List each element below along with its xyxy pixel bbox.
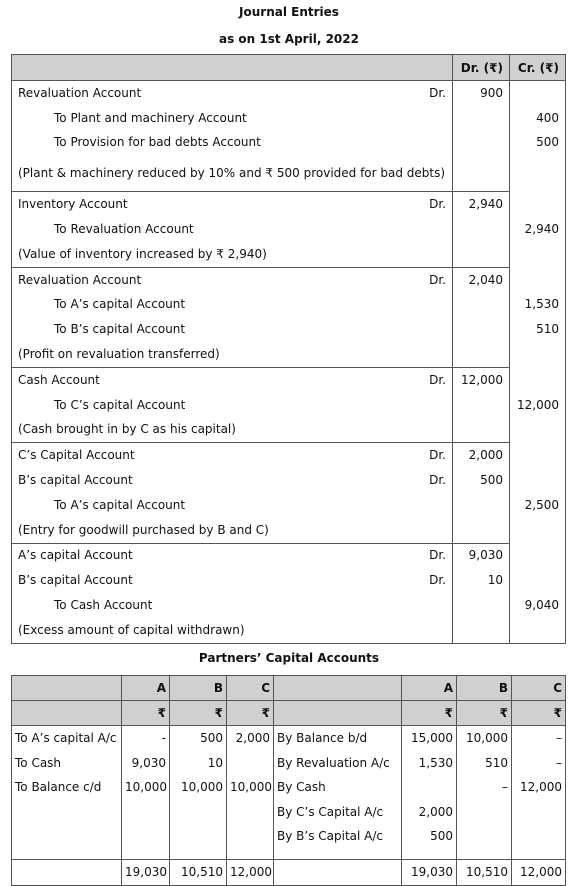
journal-particular: To Cash Account: [54, 598, 153, 613]
journal-particular-cell: [12, 106, 453, 131]
capital-total-left-a: 19,030: [122, 859, 170, 885]
journal-line: [12, 593, 566, 618]
journal-cr-amount: 400: [510, 106, 566, 131]
journal-narration-cr: [510, 518, 566, 543]
journal-particular-cell: [12, 568, 453, 593]
journal-narration-row: [12, 518, 566, 543]
journal-particular: To Revaluation Account: [54, 222, 194, 237]
journal-dr-amount: 12,000: [453, 367, 510, 392]
journal-particular-cell: [12, 468, 453, 493]
journal-cr-amount: [510, 81, 566, 106]
capital-spacer-cell: [12, 849, 122, 860]
capital-left-c: [227, 824, 274, 849]
capital-spacer-cell: [457, 849, 512, 860]
journal-line: [12, 317, 566, 342]
journal-narration-dr: [453, 418, 510, 443]
journal-particular-wrap: [18, 498, 446, 513]
capital-right-particular: By Cash: [274, 775, 402, 800]
journal-particular-cell: [12, 217, 453, 242]
journal-dr-mark: Dr.: [429, 448, 446, 463]
journal-cr-amount: 510: [510, 317, 566, 342]
journal-cr-amount: [510, 543, 566, 568]
capital-left-particular: [12, 824, 122, 849]
capital-header-b-right: B: [457, 676, 512, 701]
journal-cr-amount: [510, 192, 566, 217]
journal-dr-amount: [453, 106, 510, 131]
journal-cr-amount: 500: [510, 131, 566, 156]
capital-spacer-cell: [170, 849, 227, 860]
capital-left-c: [227, 800, 274, 825]
capital-total-right-a: 19,030: [402, 859, 457, 885]
journal-line: [12, 106, 566, 131]
journal-dr-amount: 9,030: [453, 543, 510, 568]
journal-particular: To Provision for bad debts Account: [54, 135, 261, 150]
journal-particular: To A’s capital Account: [54, 297, 186, 312]
capital-left-a: 9,030: [122, 751, 170, 776]
journal-line: [12, 393, 566, 418]
journal-narration-dr: [453, 518, 510, 543]
capital-left-a: [122, 800, 170, 825]
journal-dr-amount: [453, 317, 510, 342]
capital-right-c: –: [512, 726, 566, 751]
journal-header-dr: Dr. (₹): [453, 55, 510, 81]
journal-dr-amount: 2,940: [453, 192, 510, 217]
capital-header-c-right: C: [512, 676, 566, 701]
journal-cr-amount: 2,940: [510, 217, 566, 242]
journal-particular: B’s capital Account: [18, 573, 133, 588]
capital-right-particular: By C’s Capital A/c: [274, 800, 402, 825]
capital-left-c: 10,000: [227, 775, 274, 800]
journal-narration-row: [12, 618, 566, 643]
journal-dr-amount: 2,040: [453, 267, 510, 292]
journal-narration-dr: [453, 342, 510, 367]
capital-header-c-left: C: [227, 676, 274, 701]
journal-cr-amount: 1,530: [510, 293, 566, 318]
journal-narration: (Cash brought in by C as his capital): [18, 422, 236, 437]
capital-right-a: 2,000: [402, 800, 457, 825]
journal-particular-wrap: [18, 448, 446, 463]
capital-header-currency: [12, 701, 566, 726]
capital-left-a: [122, 824, 170, 849]
capital-title: Partners’ Capital Accounts: [198, 651, 380, 665]
journal-cr-amount: [510, 367, 566, 392]
journal-narration-dr: [453, 618, 510, 643]
journal-particular-cell: [12, 493, 453, 518]
journal-line: [12, 443, 566, 468]
capital-currency-blank-left: [12, 701, 122, 726]
journal-narration: (Profit on revaluation transferred): [18, 347, 220, 362]
journal-particular: To A’s capital Account: [54, 497, 186, 512]
capital-left-c: 2,000: [227, 726, 274, 751]
journal-narration-cr: [510, 618, 566, 643]
journal-dr-mark: Dr.: [429, 197, 446, 212]
capital-total-left-c: 12,000: [227, 859, 274, 885]
journal-line: [12, 468, 566, 493]
journal-line: [12, 192, 566, 217]
journal-particular-cell: [12, 267, 453, 292]
journal-line: [12, 367, 566, 392]
capital-left-particular: To Cash: [12, 751, 122, 776]
journal-particular-wrap: [18, 86, 446, 101]
capital-header-blank-left: [12, 676, 122, 701]
journal-line: [12, 493, 566, 518]
journal-dr-mark: Dr.: [429, 372, 446, 387]
capital-right-b: 510: [457, 751, 512, 776]
capital-left-particular: To A’s capital A/c: [12, 726, 122, 751]
capital-left-b: [170, 800, 227, 825]
journal-particular-wrap: [18, 197, 446, 212]
journal-line: [12, 568, 566, 593]
journal-cr-amount: [510, 443, 566, 468]
journal-narration-dr: [453, 155, 510, 192]
journal-line: [12, 293, 566, 318]
journal-particular: Revaluation Account: [18, 272, 142, 287]
journal-header-cr: Cr. (₹): [510, 55, 566, 81]
journal-particular-wrap: [18, 548, 446, 563]
journal-cr-amount: 9,040: [510, 593, 566, 618]
journal-particular: Cash Account: [18, 372, 100, 387]
journal-particular-cell: [12, 81, 453, 106]
capital-left-b: 10,000: [170, 775, 227, 800]
journal-table: [11, 54, 566, 644]
journal-narration-row: [12, 342, 566, 367]
capital-right-b: 10,000: [457, 726, 512, 751]
journal-dr-amount: [453, 593, 510, 618]
journal-narration-row: [12, 155, 566, 192]
journal-narration: (Excess amount of capital withdrawn): [18, 622, 245, 637]
journal-particular-wrap: [18, 473, 446, 488]
capital-header-b-left: B: [170, 676, 227, 701]
capital-total-left-particular: [12, 859, 122, 885]
journal-particular-cell: [12, 293, 453, 318]
capital-row: [12, 775, 566, 800]
journal-dr-mark: Dr.: [429, 272, 446, 287]
capital-right-a: 15,000: [402, 726, 457, 751]
capital-row: [12, 751, 566, 776]
journal-particular-wrap: [18, 273, 446, 288]
journal-line: [12, 131, 566, 156]
journal-particular-cell: [12, 443, 453, 468]
capital-currency-b-left: ₹: [170, 701, 227, 726]
journal-dr-mark: Dr.: [429, 85, 446, 100]
journal-narration: (Value of inventory increased by ₹ 2,940): [18, 246, 267, 261]
journal-narration-cr: [510, 342, 566, 367]
capital-right-particular: By B’s Capital A/c: [274, 824, 402, 849]
capital-right-a: 1,530: [402, 751, 457, 776]
journal-particular-cell: [12, 543, 453, 568]
capital-spacer-cell: [402, 849, 457, 860]
capital-right-particular: By Balance b/d: [274, 726, 402, 751]
capital-right-particular: By Revaluation A/c: [274, 751, 402, 776]
journal-particular-cell: [12, 367, 453, 392]
capital-left-a: -: [122, 726, 170, 751]
journal-dr-amount: [453, 393, 510, 418]
journal-particular-wrap: [18, 598, 446, 613]
journal-cr-amount: [510, 568, 566, 593]
capital-totals-row: [12, 859, 566, 885]
journal-particular: To Plant and machinery Account: [54, 110, 247, 125]
journal-line: [12, 81, 566, 106]
journal-particular-cell: [12, 192, 453, 217]
journal-particular-wrap: [18, 398, 446, 413]
journal-dr-amount: 2,000: [453, 443, 510, 468]
capital-total-right-particular: [274, 859, 402, 885]
capital-right-c: 12,000: [512, 775, 566, 800]
capital-currency-blank-right: [274, 701, 402, 726]
journal-narration: (Plant & machinery reduced by 10% and ₹ 500 provided for bad debts): [18, 166, 446, 181]
capital-row: [12, 800, 566, 825]
journal-subtitle: as on 1st April, 2022: [219, 32, 359, 46]
journal-particular-wrap: [18, 573, 446, 588]
capital-currency-a-right: ₹: [402, 701, 457, 726]
journal-narration-cr: [510, 242, 566, 267]
capital-total-right-c: 12,000: [512, 859, 566, 885]
journal-title: Journal Entries: [239, 5, 339, 19]
capital-spacer-cell: [122, 849, 170, 860]
capital-right-c: [512, 800, 566, 825]
capital-left-b: 500: [170, 726, 227, 751]
journal-particular-wrap: [18, 135, 446, 150]
capital-right-a: 500: [402, 824, 457, 849]
capital-header-a-right: A: [402, 676, 457, 701]
journal-particular-cell: [12, 393, 453, 418]
journal-narration-row: [12, 242, 566, 267]
journal-particular-wrap: [18, 111, 446, 126]
capital-right-b: [457, 800, 512, 825]
capital-right-c: –: [512, 751, 566, 776]
journal-header-particulars: [12, 55, 453, 81]
capital-body: [12, 726, 566, 886]
journal-particular: To B’s capital Account: [54, 322, 186, 337]
capital-right-b: [457, 824, 512, 849]
journal-particular: Inventory Account: [18, 197, 128, 212]
journal-line: [12, 543, 566, 568]
journal-dr-mark: Dr.: [429, 548, 446, 563]
capital-currency-b-right: ₹: [457, 701, 512, 726]
journal-particular-cell: [12, 593, 453, 618]
journal-dr-amount: 500: [453, 468, 510, 493]
journal-body: [12, 81, 566, 644]
capital-total-left-b: 10,510: [170, 859, 227, 885]
journal-dr-amount: 900: [453, 81, 510, 106]
journal-narration-dr: [453, 242, 510, 267]
capital-left-a: 10,000: [122, 775, 170, 800]
journal-dr-mark: Dr.: [429, 573, 446, 588]
journal-particular-wrap: [18, 222, 446, 237]
journal-particular-cell: [12, 131, 453, 156]
journal-dr-amount: [453, 493, 510, 518]
journal-dr-amount: [453, 131, 510, 156]
journal-particular: Revaluation Account: [18, 85, 142, 100]
capital-header-blank-right: [274, 676, 402, 701]
journal-line: [12, 217, 566, 242]
capital-left-c: [227, 751, 274, 776]
capital-row: [12, 824, 566, 849]
journal-particular: C’s Capital Account: [18, 448, 135, 463]
journal-cr-amount: [510, 267, 566, 292]
capital-header-partners: [12, 676, 566, 701]
journal-narration-cr: [510, 155, 566, 192]
capital-header-a-left: A: [122, 676, 170, 701]
journal-particular-wrap: [18, 322, 446, 337]
journal-particular-wrap: [18, 373, 446, 388]
capital-left-particular: To Balance c/d: [12, 775, 122, 800]
capital-spacer-cell: [274, 849, 402, 860]
journal-header-row: [12, 55, 566, 81]
capital-left-b: [170, 824, 227, 849]
capital-right-b: –: [457, 775, 512, 800]
capital-row: [12, 726, 566, 751]
capital-right-a: [402, 775, 457, 800]
capital-left-particular: [12, 800, 122, 825]
capital-currency-c-right: ₹: [512, 701, 566, 726]
journal-narration-cr: [510, 418, 566, 443]
journal-particular-wrap: [18, 297, 446, 312]
journal-particular-cell: [12, 317, 453, 342]
capital-left-b: 10: [170, 751, 227, 776]
capital-right-c: [512, 824, 566, 849]
journal-line: [12, 267, 566, 292]
capital-currency-a-left: ₹: [122, 701, 170, 726]
journal-particular: To C’s capital Account: [54, 397, 186, 412]
journal-particular: A’s capital Account: [18, 548, 133, 563]
journal-dr-mark: Dr.: [429, 473, 446, 488]
journal-narration-row: [12, 418, 566, 443]
journal-particular: B’s capital Account: [18, 473, 133, 488]
capital-total-right-b: 10,510: [457, 859, 512, 885]
capital-currency-c-left: ₹: [227, 701, 274, 726]
journal-narration: (Entry for goodwill purchased by B and C): [18, 522, 269, 537]
journal-cr-amount: [510, 468, 566, 493]
capital-spacer-cell: [227, 849, 274, 860]
journal-dr-amount: 10: [453, 568, 510, 593]
journal-cr-amount: 12,000: [510, 393, 566, 418]
capital-accounts-table: [11, 675, 566, 886]
journal-dr-amount: [453, 293, 510, 318]
journal-cr-amount: 2,500: [510, 493, 566, 518]
capital-spacer-cell: [512, 849, 566, 860]
capital-spacer-row: [12, 849, 566, 860]
journal-dr-amount: [453, 217, 510, 242]
